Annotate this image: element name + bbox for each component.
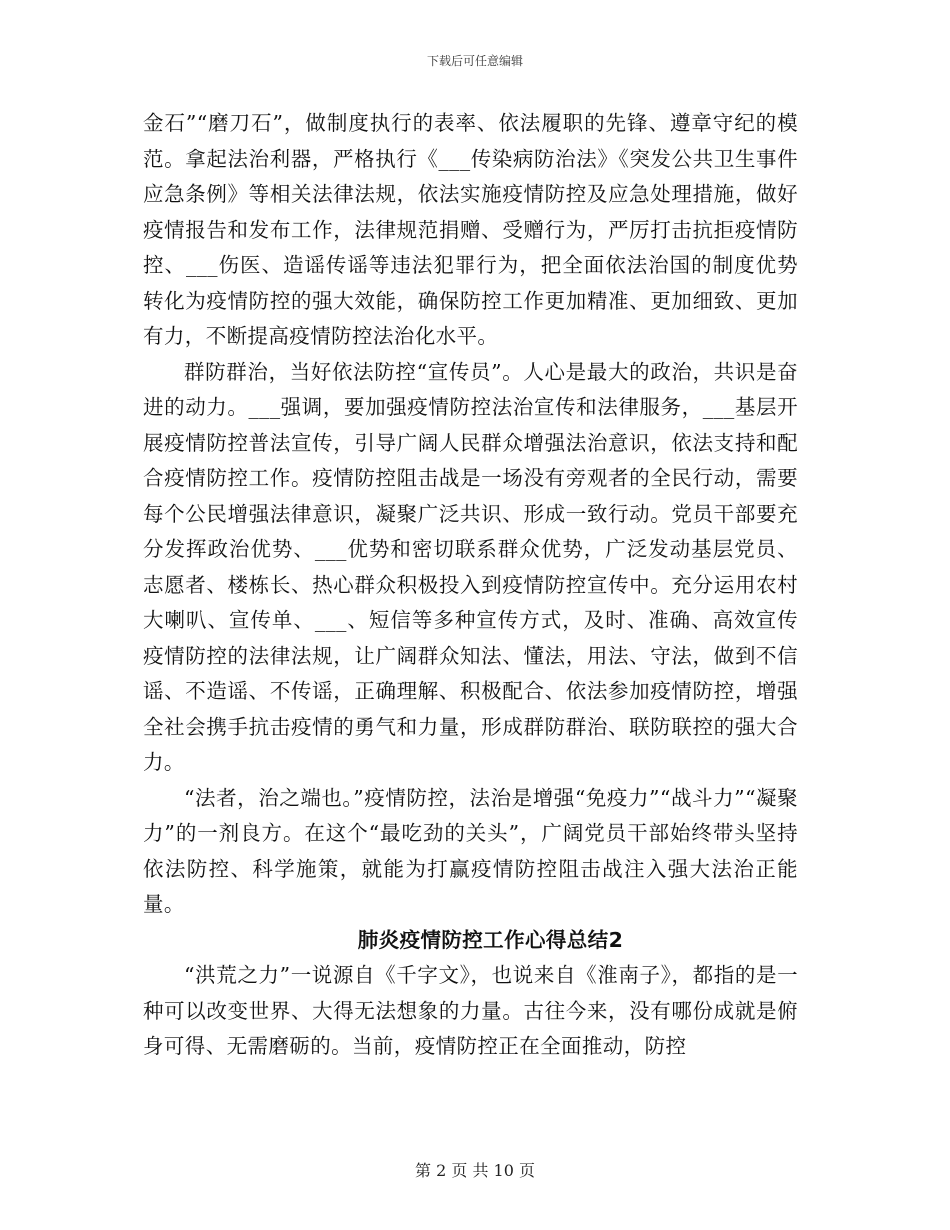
section-heading: 肺炎疫情防控工作心得总结2 [357, 927, 624, 952]
paragraph-2: 群防群治，当好依法防控“宣传员”。人心是最大的政治，共识是奋进的动力。___强调，要加强疫情防控法治宣传和法律服务，___基层开展疫情防控普法宣传，引导广阔人民群众增强法治意识，依法支持和配合疫情防控工作。疫情防控阻击战是一场没有旁观者的全民行动，需要每个公民增强法律意识，凝聚广泛共识、形成一致行动。党员干部要充分发挥政治优势、___优势和密切联系群众优势，广泛发动基层党员、志愿者、楼栋长、热心群众积极投入到疫情防控宣传中。充分运用农村大喇叭、宣传单、___、短信等多种宣传方式，及时、准确、高效宣传疫情防控的法律法规，让广阔群众知法、懂法，用法、守法，做到不信谣、不造谣、不传谣，正确理解、积极配合、依法参加疫情防控，增强全社会携手抗击疫情的勇气和力量，形成群防群治、联防联控的强大合力。 [143, 359, 798, 774]
paragraph-1: 金石”“磨刀石”，做制度执行的表率、依法履职的先锋、遵章守纪的模范。拿起法治利器，严格执行《___传染病防治法》《突发公共卫生事件应急条例》等相关法律法规，依法实施疫情防控及应急处理措施，做好疫情报告和发布工作，法律规范捐赠、受赠行为，严厉打击抗拒疫情防控、___伤医、造谣传谣等违法犯罪行为，把全面依法治国的制度优势转化为疫情防控的强大效能，确保防控工作更加精准、更加细致、更加有力，不断提高疫情防控法治化水平。 [143, 111, 798, 348]
header-note: 下载后可任意编辑 [426, 54, 523, 68]
document-body [143, 106, 798, 1065]
page-number: 第 2 页 共 10 页 [415, 1161, 535, 1180]
paragraph-4: “洪荒之力”一说源自《千字文》，也说来自《淮南子》，都指的是一种可以改变世界、大得无法想象的力量。古往今来，没有哪份成就是俯身可得、无需磨砺的。当前，疫情防控正在全面推动，防控 [143, 963, 798, 1058]
paragraph-3: “法者，治之端也。”疫情防控，法治是增强“免疫力”“战斗力”“凝聚力”的一剂良方。在这个“最吃劲的关头”，广阔党员干部始终带头坚持依法防控、科学施策，就能为打赢疫情防控阻击战注入强大法治正能量。 [143, 785, 798, 916]
